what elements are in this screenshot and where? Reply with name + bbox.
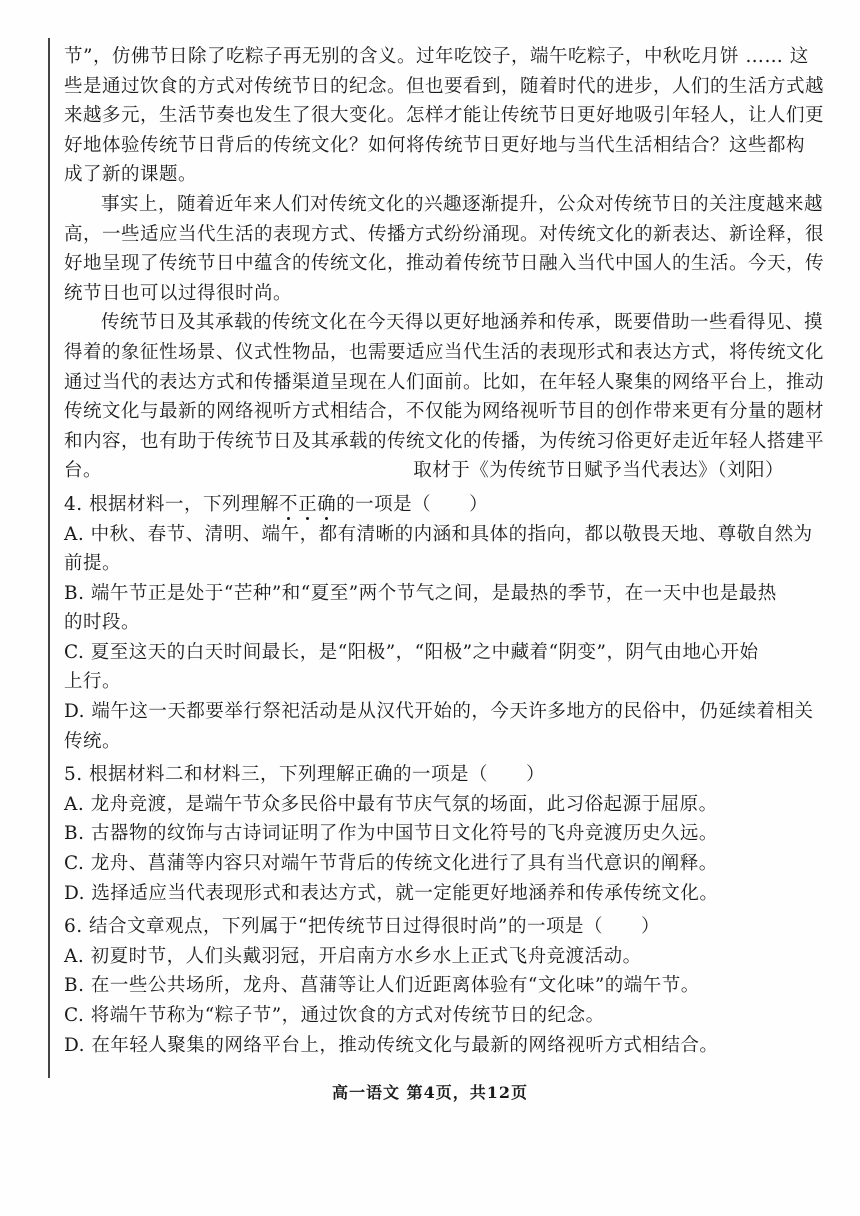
emphasis-char: 确 [317, 493, 337, 515]
text-line: 通过当代的表达方式和传播渠道呈现在人们面前。比如，在年轻人聚集的网络平台上，推动 [64, 371, 825, 393]
passage-paragraph-1 [64, 42, 825, 190]
text-line: 高，一些适应当代生活的表现方式、传播方式纷纷涌现。对传统文化的新表达、新诠释，很 [64, 223, 825, 245]
text-line: A. 中秋、春节、清明、端午，都有清晰的内涵和具体的指向，都以敬畏天地、尊敬自然为 [64, 523, 813, 545]
option-b: B. 古器物的纹饰与古诗词证明了作为中国节日文化符号的飞舟竞渡历史久远。 [64, 823, 718, 845]
text-line: 的时段。 [64, 612, 141, 634]
option-d: D. 选择适应当代表现形式和表达方式，就一定能更好地涵养和传承传统文化。 [64, 882, 719, 904]
text-line: 前提。 [64, 553, 122, 575]
text-line: 好地体验传统节日背后的传统文化？如何将传统节日更好地与当代生活相结合？这些都构 [64, 134, 806, 156]
text-line: 台。 [64, 460, 103, 482]
text-line: 节”，仿佛节日除了吃粽子再无别的含义。过年吃饺子，端午吃粽子，中秋吃月饼 …… 这 [64, 46, 809, 67]
text-line: D. 端午这一天都要举行祭祀活动是从汉代开始的，今天许多地方的民俗中，仍延续着相关 [64, 701, 814, 723]
text-line: 统节日也可以过得很时尚。 [64, 282, 293, 304]
emphasis-char: 不 [279, 493, 299, 515]
option-a [64, 520, 813, 579]
question-stem: 5. 根据材料二和材料三，下列理解正确的一项是（ ） [64, 764, 546, 786]
page-footer: 高一语文 第4页，共12页 [332, 1083, 528, 1102]
option-c: C. 将端午节称为“粽子节”，通过饮食的方式对传统节日的纪念。 [64, 1005, 605, 1026]
option-c: C. 龙舟、菖蒲等内容只对端午节背后的传统文化进行了具有当代意识的阐释。 [64, 853, 718, 875]
stem-text: 的一项是（ ） [336, 493, 489, 515]
text-line: 和内容，也有助于传统节日及其承载的传统文化的传播，为传统习俗更好走近年轻人搭建平 [64, 430, 825, 452]
question-5 [64, 760, 784, 908]
option-a: A. 龙舟竞渡，是端午节众多民俗中最有节庆气氛的场面，此习俗起源于屈原。 [64, 793, 718, 815]
option-b: B. 在一些公共场所，龙舟、菖蒲等让人们近距离体验有“文化味”的端午节。 [64, 975, 700, 997]
passage-paragraph-2 [64, 190, 825, 308]
option-c [64, 638, 784, 697]
text-line: 传统文化与最新的网络视听方式相结合，不仅能为网络视听节目的创作带来更有分量的题材 [64, 401, 825, 423]
question-stem: 6. 结合文章观点，下列属于“把传统节日过得很时尚”的一项是（ ） [64, 916, 660, 938]
question-6 [64, 912, 784, 1060]
text-line: 来越多元，生活节奏也发生了很大变化。怎样才能让传统节日更好地吸引年轻人，让人们更 [64, 105, 825, 127]
passage-paragraph-3 [64, 308, 825, 486]
option-a: A. 初夏时节，人们头戴羽冠，开启南方水乡水上正式飞舟竞渡活动。 [64, 945, 642, 967]
source-line [64, 456, 784, 486]
source-citation: 取材于《为传统节日赋予当代表达》（刘阳） [413, 460, 784, 482]
question-stem [64, 490, 784, 520]
text-line: 上行。 [64, 671, 122, 693]
binding-margin-line [48, 38, 50, 1078]
text-line: 传统节日及其承载的传统文化在今天得以更好地涵养和传承，既要借助一些看得见、摸 [101, 312, 824, 334]
text-line: 传统。 [64, 730, 122, 752]
question-4 [64, 490, 814, 756]
text-line: 事实上，随着近年来人们对传统文化的兴趣逐渐提升，公众对传统节日的关注度越来越 [101, 193, 824, 215]
page-content [64, 42, 825, 1060]
stem-text: 4. 根据材料一，下列理解 [64, 493, 280, 515]
text-line: B. 端午节正是处于“芒种”和“夏至”两个节气之间，是最热的季节，在一天中也是最热 [64, 582, 777, 604]
text-line: 些是通过饮食的方式对传统节日的纪念。但也要看到，随着时代的进步，人们的生活方式越 [64, 75, 825, 97]
option-b [64, 579, 784, 638]
option-d: D. 在年轻人聚集的网络平台上，推动传统文化与最新的网络视听方式相结合。 [64, 1034, 719, 1056]
text-line: 成了新的课题。 [64, 164, 198, 186]
option-d [64, 697, 814, 756]
text-line: 好地呈现了传统节日中蕴含的传统文化，推动着传统节日融入当代中国人的生活。今天，传 [64, 253, 825, 275]
text-line: 得着的象征性场景、仪式性物品，也需要适应当代生活的表现形式和表达方式，将传统文化 [64, 341, 825, 363]
text-line: C. 夏至这天的白天时间最长，是“阳极”，“阳极”之中藏着“阴变”，阴气由地心开始 [64, 641, 759, 663]
emphasis-char: 正 [298, 493, 318, 515]
